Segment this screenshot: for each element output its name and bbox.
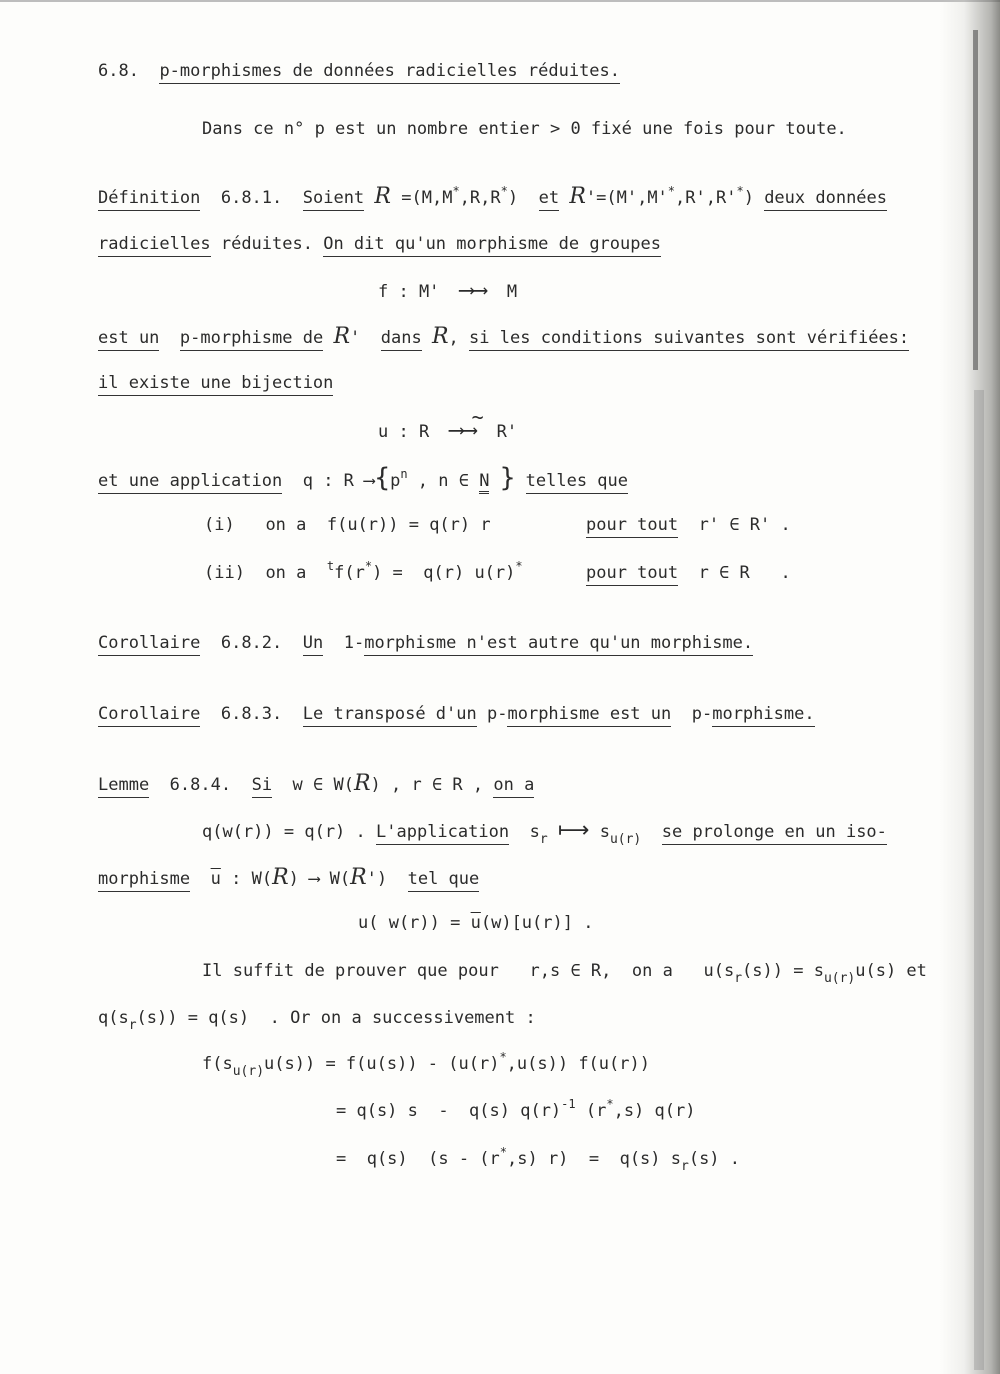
definition-on-dit: On dit qu'un morphisme de groupes — [323, 234, 661, 257]
lemma-r-in: ) , r ∈ R , — [370, 775, 484, 795]
definition-line-1 — [98, 186, 887, 209]
proof-eq1-a: f(s — [202, 1054, 233, 1074]
definition-line-2 — [98, 233, 661, 255]
corollary-number: 6.8.2. — [220, 633, 283, 653]
definition-tuple-c: ) — [507, 188, 519, 208]
corollary-text: morphisme n'est autre qu'un morphisme. — [364, 633, 753, 656]
condition-ii-rhs: q(r) u(r) — [423, 563, 516, 583]
proof-eq2-d: ,s) q(r) — [613, 1101, 696, 1121]
script-R-symbol: R — [333, 324, 351, 349]
proof-eq3-b: ,s) r) = q(s) s — [507, 1149, 681, 1169]
arrow-icon: ⟶ — [459, 278, 474, 303]
scan-binding-shadow — [974, 390, 984, 1370]
definition-line-7 — [98, 463, 628, 493]
condition-ii-on-a: on a — [265, 563, 307, 583]
definition-telles-que: telles que — [526, 471, 628, 494]
definition-radicielles: radicielles — [98, 234, 211, 257]
arrow-icon: ⟶ — [449, 418, 463, 443]
condition-i-label: (i) — [204, 515, 235, 535]
corollary-p-prefix: p- — [487, 704, 508, 724]
maps-to-icon: ⟼ — [557, 818, 590, 843]
lemma-line-1 — [98, 773, 534, 796]
proof-text-1c: (s)) = s — [742, 961, 824, 981]
lemma-morphisme: morphisme — [98, 869, 190, 892]
proof-eq2-a: = q(s) s - q(s) q(r) — [336, 1101, 562, 1121]
rbrace: } — [499, 463, 516, 493]
definition-prime: ' — [350, 328, 361, 348]
corollary-un: Un — [303, 633, 323, 656]
definition-number: 6.8.1. — [220, 188, 283, 208]
proof-line-1 — [202, 960, 927, 986]
star-sup: * — [499, 1050, 507, 1064]
corollary-6-8-2 — [98, 632, 753, 654]
definition-tuple-f: ) — [743, 188, 754, 208]
lemma-line-3 — [98, 867, 479, 890]
corollary-number: 6.8.3. — [220, 704, 283, 724]
proof-r-sub: r — [681, 1159, 689, 1174]
proof-minus-one-sup: -1 — [561, 1097, 576, 1111]
definition-soient: Soient — [303, 188, 364, 211]
corollary-label: Corollaire — [98, 704, 200, 727]
lemma-on-a: on a — [493, 775, 534, 798]
proof-eq3-a: = q(s) (s - (r — [336, 1149, 500, 1169]
script-R-symbol: R — [374, 184, 391, 209]
definition-label: Définition — [98, 188, 200, 211]
condition-ii-label: (ii) — [204, 563, 245, 583]
lemma-prolonge: se prolonge en un iso- — [662, 822, 887, 845]
lemma-line-4 — [358, 912, 593, 934]
lemma-si: Si — [252, 775, 272, 798]
lemma-tel-que: tel que — [408, 869, 480, 892]
definition-bijection: il existe une bijection — [98, 373, 333, 396]
proof-text-1e: u(s) et — [855, 961, 927, 981]
lemma-label: Lemme — [98, 775, 149, 798]
condition-i-formula: on a f(u(r)) = q(r) r — [265, 515, 491, 535]
proof-eq1-d: ,u(s)) f(u(r)) — [506, 1054, 650, 1074]
tilde-icon: ~ — [471, 405, 484, 429]
lemma-W-source: : W( — [231, 869, 273, 889]
script-R-symbol: R — [431, 324, 449, 349]
definition-reduites: réduites. — [220, 234, 313, 254]
definition-tuple-d: '=(M',M' — [585, 188, 668, 208]
lemma-u-bar-2: $\overline{u}$ — [470, 913, 481, 933]
n-sup: n — [400, 467, 408, 481]
lemma-W-arrow: ) ⟶ W( — [288, 869, 351, 889]
lbrace: { — [374, 463, 391, 493]
lemma-r-sub: r — [539, 832, 548, 847]
section-title: p-morphismes de données radicielles réduites. — [159, 61, 620, 84]
arrow-icon: ⟶ — [462, 418, 477, 443]
proof-text-2c: (s)) = q(s) . Or on a successivement : — [136, 1008, 536, 1028]
lemma-w-in: w ∈ W( — [292, 775, 354, 795]
definition-tuple-e: ,R',R' — [675, 188, 737, 208]
lemma-application: L'application — [376, 822, 509, 845]
arrow-icon: ⟶ — [473, 278, 487, 303]
definition-n-in: , n ∈ — [417, 471, 469, 491]
definition-q: q : R — [302, 471, 354, 491]
definition-p-morphisme: p-morphisme de — [180, 328, 323, 351]
condition-ii-quant — [586, 562, 791, 584]
definition-dans: dans — [381, 328, 422, 351]
corollary-6-8-3 — [98, 703, 815, 725]
definition-et: et — [539, 188, 559, 211]
condition-i-pour-tout: pour tout — [586, 515, 678, 538]
lemma-u-bar: $\overline{u}$ — [210, 869, 221, 889]
lemma-formula-rhs: (w)[u(r)] . — [480, 913, 594, 933]
corollary-1-prefix: 1- — [343, 633, 365, 653]
lemma-W-target: ') — [366, 869, 388, 889]
proof-r-sub: r — [734, 971, 743, 986]
script-R-symbol: R — [353, 771, 371, 796]
definition-application: et une application — [98, 471, 282, 494]
condition-ii-eq: ) = — [372, 563, 403, 583]
lemma-line-2 — [202, 818, 887, 847]
star-sup: * — [452, 184, 460, 198]
definition-comma: , — [448, 328, 459, 348]
bijection-source: u : R — [378, 422, 430, 442]
map-source: f : M' — [378, 282, 440, 302]
definition-p: p — [390, 471, 401, 491]
condition-i — [204, 514, 491, 536]
proof-ur-sub: u(r) — [823, 971, 856, 986]
script-R-symbol: R — [350, 865, 367, 890]
scan-binding-mark — [973, 30, 978, 370]
condition-ii-pour-tout: pour tout — [586, 563, 678, 586]
map-target: M — [506, 282, 518, 302]
map-f — [378, 280, 517, 303]
corollary-p-prefix-2: p- — [691, 704, 713, 724]
lemma-q-identity: q(w(r)) = q(r) . — [202, 822, 366, 842]
lemma-number: 6.8.4. — [169, 775, 232, 795]
condition-ii-domain: r ∈ R . — [698, 563, 791, 583]
definition-N: N — [479, 471, 489, 494]
scan-right-shadow — [940, 0, 1000, 1374]
condition-ii-f: f(r — [334, 563, 365, 583]
corollary-label: Corollaire — [98, 633, 200, 656]
lemma-ur-sub: u(r) — [609, 832, 642, 847]
section-number: 6.8. — [98, 61, 139, 81]
lemma-s2: s — [599, 822, 610, 842]
bijection-u — [378, 405, 518, 443]
proof-r-sub: r — [128, 1018, 137, 1033]
proof-equation-1 — [202, 1050, 650, 1079]
corollary-morphisme: morphisme. — [712, 704, 814, 727]
corollary-le-transpose: Le transposé d'un — [303, 704, 477, 727]
condition-i-domain: r' ∈ R' . — [698, 515, 791, 535]
proof-eq2-c: (r — [575, 1101, 607, 1121]
star-sup: * — [364, 559, 373, 573]
definition-est-un: est un — [98, 328, 159, 351]
bijection-target: R' — [496, 422, 518, 442]
definition-tuple-a: =(M,M — [401, 188, 453, 208]
proof-ur-sub: u(r) — [232, 1064, 265, 1079]
condition-ii — [204, 559, 523, 584]
definition-deux-donnees: deux données — [764, 188, 887, 211]
iso-arrow — [449, 405, 484, 443]
proof-eq3-d: (s) . — [688, 1149, 741, 1169]
proof-equation-3 — [336, 1145, 741, 1174]
star-sup: * — [515, 559, 523, 573]
definition-line-5 — [98, 372, 333, 394]
proof-text-2a: q(s — [98, 1008, 129, 1028]
script-R-symbol: R — [569, 184, 586, 209]
definition-tuple-b: ,R,R — [459, 188, 501, 208]
definition-conditions: si les conditions suivantes sont vérifiées: — [469, 328, 909, 351]
star-sup: * — [500, 184, 508, 198]
star-sup: * — [736, 184, 744, 198]
scan-top-edge — [0, 0, 1000, 2]
proof-eq1-c: u(s)) = f(u(s)) - (u(r) — [264, 1054, 500, 1074]
lemma-s: s — [529, 822, 540, 842]
proof-line-2 — [98, 1007, 536, 1033]
condition-i-quant — [586, 514, 791, 536]
intro-text: Dans ce n° p est un nombre entier > 0 fixé une fois pour toute. — [202, 119, 847, 139]
section-heading — [98, 60, 620, 82]
lemma-formula-lhs: u( w(r)) = — [358, 913, 461, 933]
definition-line-4 — [98, 326, 909, 349]
star-sup: * — [606, 1097, 614, 1111]
t-sup: t — [326, 559, 335, 573]
proof-text-1a: Il suffit de prouver que pour r,s ∈ R, on a u(s — [202, 961, 735, 981]
proof-equation-2 — [336, 1097, 696, 1122]
arrow-icon: ⟶ — [364, 471, 375, 491]
script-R-symbol: R — [272, 865, 289, 890]
corollary-morphisme-est-un: morphisme est un — [507, 704, 671, 727]
star-sup: * — [499, 1145, 507, 1159]
star-sup: * — [667, 184, 676, 198]
